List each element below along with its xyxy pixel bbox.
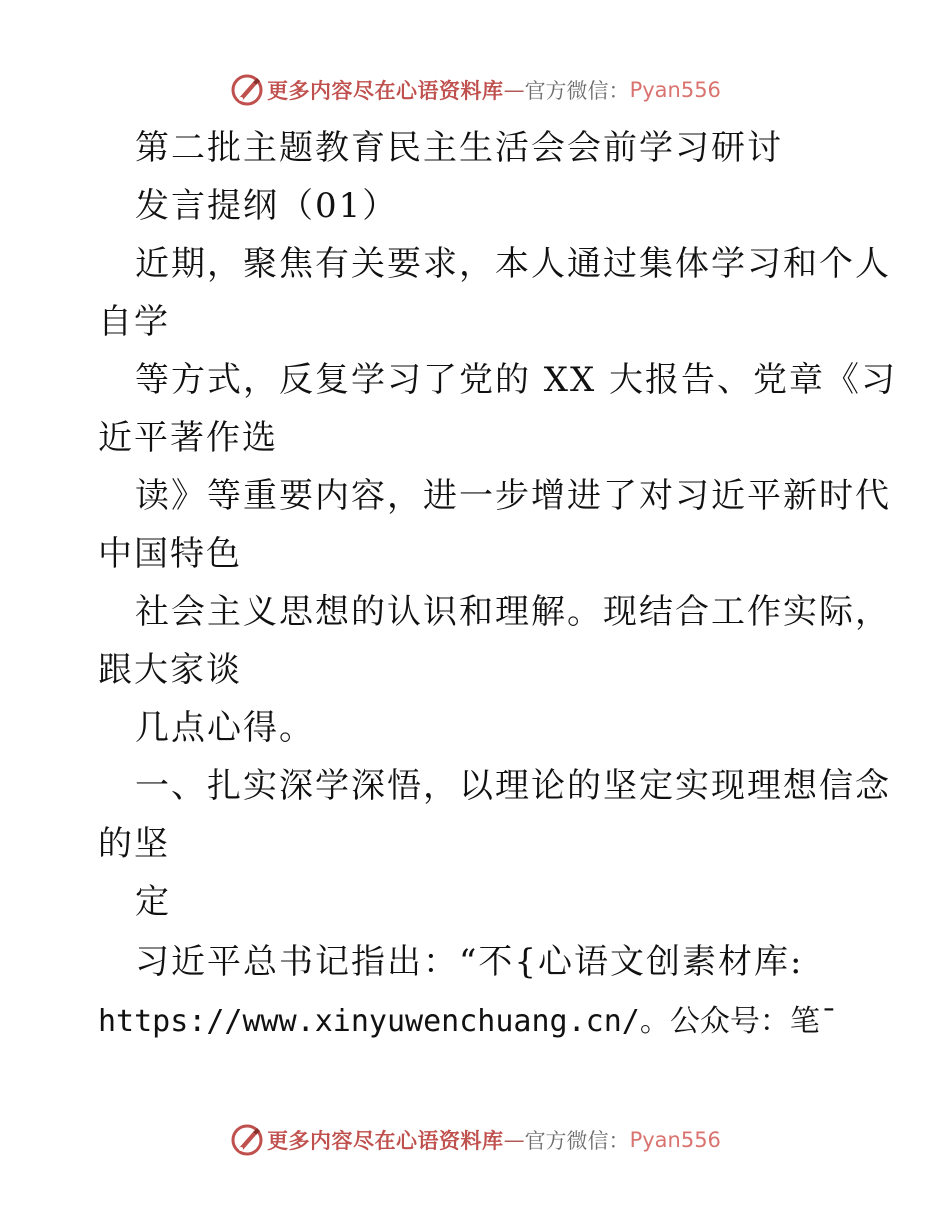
banner-title: 更多内容尽在心语资料库 [267, 79, 504, 103]
paragraph-line: 读》等重要内容，进一步增进了对习近平新时代 [135, 476, 891, 516]
paragraph-line: 社会主义思想的认识和理解。现结合工作实际， [135, 592, 891, 632]
paragraph-line: 等方式，反复学习了党的 XX 大报告、党章《习 [135, 360, 898, 400]
footer-banner [0, 1120, 950, 1160]
banner-title: 更多内容尽在心语资料库 [267, 1129, 504, 1153]
paragraph-line: 近平著作选 [98, 418, 278, 458]
pen-logo-icon [229, 72, 265, 108]
header-banner [0, 70, 950, 110]
banner-wechat-id: Pyan556 [629, 1128, 721, 1152]
banner-wechat-label: 官方微信： [524, 1129, 630, 1153]
section-heading-line: 一、扎实深学深悟，以理论的坚定实现理想信念 [135, 766, 891, 806]
banner-wechat-id: Pyan556 [629, 78, 721, 102]
paragraph-line: 中国特色 [98, 534, 242, 574]
doc-title-line-2: 发言提纲（01） [135, 186, 399, 226]
banner-dash: — [503, 1128, 525, 1152]
paragraph-line: 自学 [98, 302, 170, 342]
banner-dash: — [503, 78, 525, 102]
paragraph-line: 跟大家谈 [98, 650, 242, 690]
pen-logo-icon [229, 1122, 265, 1158]
paragraph-line: 习近平总书记指出：“不{心语文创素材库: [135, 942, 804, 982]
paragraph-line: 近期，聚焦有关要求，本人通过集体学习和个人 [135, 244, 891, 284]
paragraph-line: 几点心得。 [135, 708, 315, 748]
banner-wechat-label: 官方微信： [524, 79, 630, 103]
section-heading-line: 定 [135, 882, 171, 922]
doc-title-line-1: 第二批主题教育民主生活会会前学习研讨 [135, 128, 783, 168]
section-heading-line: 的坚 [98, 824, 170, 864]
url-line: https://www.xinyuwenchuang.cn/。公众号：笔¯ [98, 1004, 838, 1039]
